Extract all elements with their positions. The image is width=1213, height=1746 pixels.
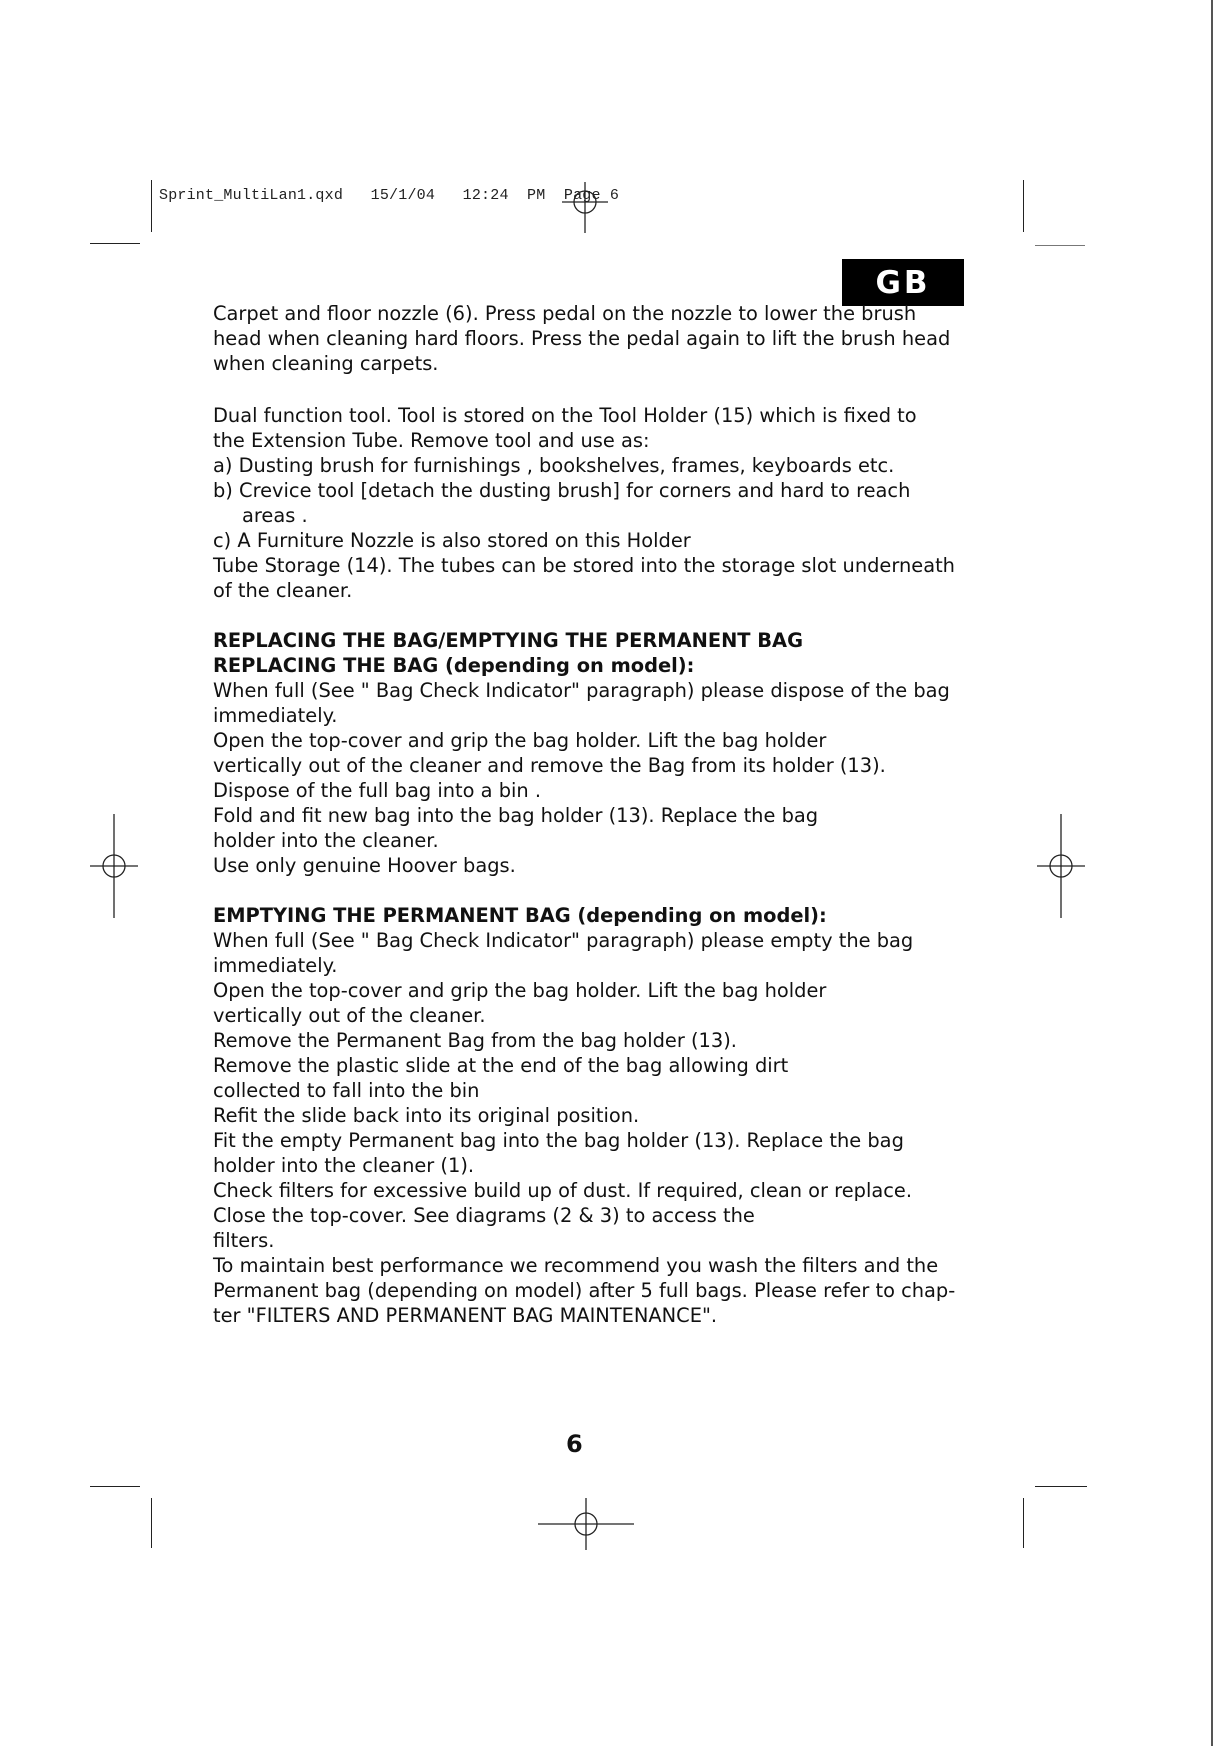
emptying-line: Refit the slide back into its original position. [213, 1104, 640, 1127]
intro-line: Carpet and floor nozzle (6). Press pedal on the nozzle to lower the brush [213, 302, 917, 325]
tool-line: Tube Storage (14). The tubes can be stored into the storage slot underneath [213, 554, 955, 577]
tool-line: areas . [242, 504, 308, 527]
tool-line: of the cleaner. [213, 579, 353, 602]
subsection-heading: REPLACING THE BAG (depending on model): [213, 654, 695, 677]
replacing-line: Use only genuine Hoover bags. [213, 854, 516, 877]
crop-mark-bottom-left-h [90, 1486, 140, 1487]
registration-mark-top-icon [560, 177, 610, 235]
section-heading: REPLACING THE BAG/EMPTYING THE PERMANENT BAG [213, 629, 803, 652]
language-badge: GB [842, 259, 964, 306]
emptying-line: collected to fall into the bin [213, 1079, 480, 1102]
registration-mark-left-icon [88, 814, 140, 918]
tool-line: c) A Furniture Nozzle is also stored on this Holder [213, 529, 691, 552]
tool-line: the Extension Tube. Remove tool and use as: [213, 429, 650, 452]
page-number: 6 [566, 1430, 583, 1458]
emptying-line: holder into the cleaner (1). [213, 1154, 475, 1177]
emptying-line: Fit the empty Permanent bag into the bag holder (13). Replace the bag [213, 1129, 904, 1152]
registration-mark-right-icon [1035, 814, 1087, 918]
crop-mark-bottom-left-v [151, 1498, 152, 1548]
tool-line: b) Crevice tool [detach the dusting brush] for corners and hard to reach [213, 479, 911, 502]
emptying-line: Remove the plastic slide at the end of the bag allowing dirt [213, 1054, 789, 1077]
emptying-line: vertically out of the cleaner. [213, 1004, 486, 1027]
emptying-line: Check filters for excessive build up of dust. If required, clean or replace. [213, 1179, 912, 1202]
replacing-line: vertically out of the cleaner and remove the Bag from its holder (13). [213, 754, 886, 777]
crop-mark-top-right-v [1023, 180, 1024, 232]
crop-mark-top-right-h [1035, 245, 1085, 246]
crop-mark-bottom-right-v [1023, 1498, 1024, 1548]
crop-mark-top-left-h [90, 243, 140, 244]
emptying-line: Remove the Permanent Bag from the bag holder (13). [213, 1029, 737, 1052]
replacing-line: Fold and fit new bag into the bag holder (13). Replace the bag [213, 804, 819, 827]
slug-line: Sprint_MultiLan1.qxd 15/1/04 12:24 PM Page 6 [159, 187, 620, 204]
crop-mark-bottom-right-h [1035, 1486, 1087, 1487]
emptying-line: filters. [213, 1229, 275, 1252]
replacing-line: When full (See " Bag Check Indicator" paragraph) please dispose of the bag [213, 679, 950, 702]
tool-line: a) Dusting brush for furnishings , bookshelves, frames, keyboards etc. [213, 454, 895, 477]
replacing-line: holder into the cleaner. [213, 829, 439, 852]
crop-mark-top-left-v [151, 180, 152, 232]
intro-line: when cleaning carpets. [213, 352, 439, 375]
emptying-line: ter "FILTERS AND PERMANENT BAG MAINTENANCE". [213, 1304, 718, 1327]
replacing-line: Dispose of the full bag into a bin . [213, 779, 542, 802]
intro-line: head when cleaning hard floors. Press the pedal again to lift the brush head [213, 327, 951, 350]
registration-mark-bottom-icon [536, 1498, 636, 1550]
emptying-line: Open the top-cover and grip the bag holder. Lift the bag holder [213, 979, 827, 1002]
emptying-line: immediately. [213, 954, 338, 977]
tool-line: Dual function tool. Tool is stored on the Tool Holder (15) which is fixed to [213, 404, 917, 427]
emptying-line: To maintain best performance we recommend you wash the filters and the [213, 1254, 939, 1277]
emptying-line: Close the top-cover. See diagrams (2 & 3) to access the [213, 1204, 755, 1227]
emptying-line: When full (See " Bag Check Indicator" paragraph) please empty the bag [213, 929, 914, 952]
body-text [213, 301, 978, 1328]
replacing-line: Open the top-cover and grip the bag holder. Lift the bag holder [213, 729, 827, 752]
subsection-heading: EMPTYING THE PERMANENT BAG (depending on model): [213, 904, 827, 927]
emptying-line: Permanent bag (depending on model) after 5 full bags. Please refer to chap- [213, 1279, 956, 1302]
replacing-line: immediately. [213, 704, 338, 727]
